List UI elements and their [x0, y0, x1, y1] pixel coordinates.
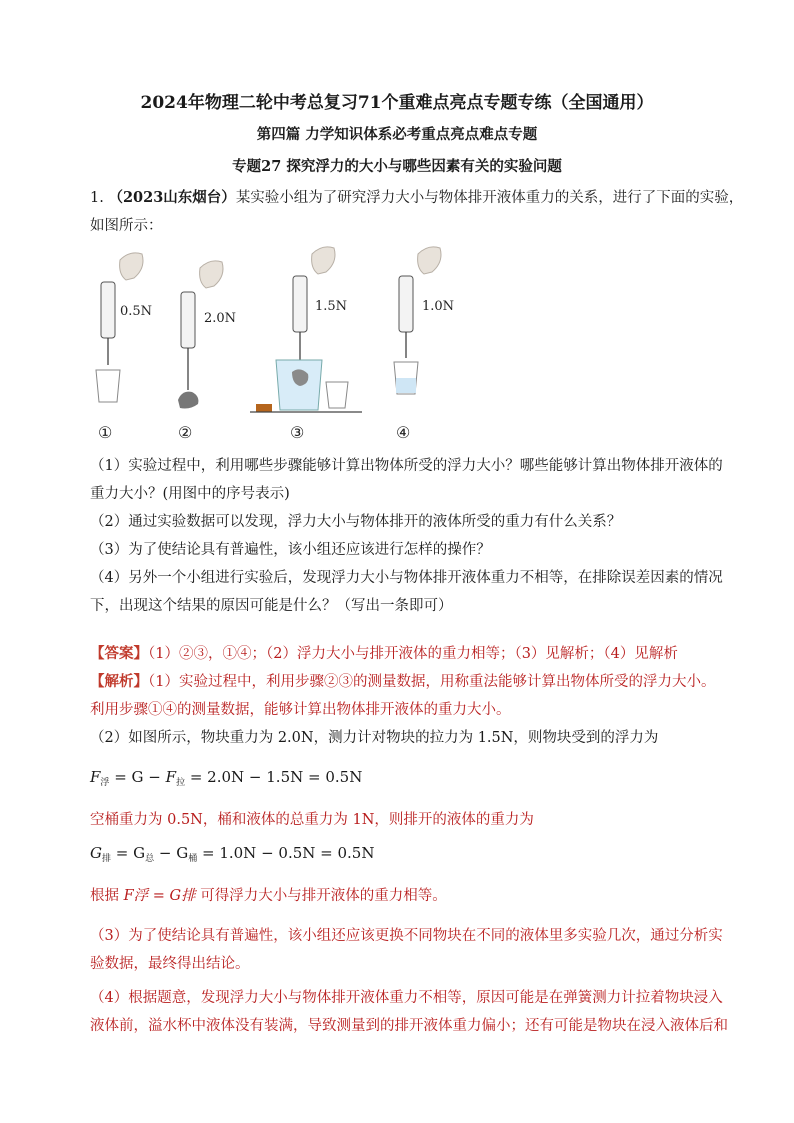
step-label-3: ③ [290, 423, 305, 442]
block-icon [256, 404, 272, 412]
reading-2: 2.0N [204, 311, 237, 326]
analysis-p4-line1: （4）根据题意，发现浮力大小与物体排开液体重力不相等，原因可能是在弹簧测力计拉着物块浸入 [90, 990, 723, 1006]
reading-1: 0.5N [120, 304, 153, 319]
step-label-1: ① [98, 423, 113, 442]
spring-scale [181, 292, 195, 348]
hand-icon [312, 247, 335, 274]
bucket-icon [96, 370, 120, 402]
analysis-p4-line2: 液体前，溢水杯中液体没有装满，导致测量到的排开液体重力偏小；还有可能是物块在浸入液体后和 [90, 1018, 728, 1034]
document-title: 2024年物理二轮中考总复习71个重难点亮点专题专练（全国通用） [140, 93, 654, 113]
question-stem [90, 184, 744, 240]
subquestion-3: （3）为了使结论具有普遍性，该小组还应该进行怎样的操作？ [90, 542, 491, 558]
formula-buoyancy: $F_浮 = G - F_拉 = 2.0N - 1.5N = 0.5N$ [90, 768, 363, 788]
analysis-p2-line2: 空桶重力为 0.5N，桶和液体的总重力为 1N，则排开的液体的重力为 [90, 812, 534, 828]
analysis-p3 [90, 922, 723, 978]
part-title: 第四篇 力学知识体系必考重点亮点难点专题 [256, 126, 538, 143]
bucket-icon [326, 382, 348, 408]
spring-scale [399, 276, 413, 332]
analysis-p1-line2: 利用步骤①④的测量数据，能够计算出物体排开液体的重力大小。 [90, 702, 511, 718]
hand-icon [200, 261, 223, 288]
spring-scale [101, 282, 115, 338]
formula-displaced-weight: $G_排 = G_总 - G_桶 = 1.0N - 0.5N = 0.5N$ [90, 844, 375, 864]
water-icon [396, 378, 416, 393]
step-label-2: ② [178, 423, 193, 442]
subquestion-4-line1: （4）另外一个小组进行实验后，发现浮力大小与物体排开液体重力不相等，在排除误差因素的情况 [90, 570, 723, 586]
answer-tag: 【答案】 [90, 645, 148, 662]
question-number: 1. [90, 190, 104, 206]
reading-4: 1.0N [422, 299, 455, 314]
analysis-p2-line1: （2）如图所示，物块重力为 2.0N，测力计对物块的拉力为 1.5N，则物块受到的浮力为 [90, 730, 659, 746]
stone-icon [178, 392, 198, 409]
answer-text: （1）②③，①④；（2）浮力大小与排开液体的重力相等；（3）见解析；（4）见解析 [148, 646, 678, 662]
analysis-p2-line3: 根据 F浮 = G排 可得浮力大小与排开液体的重力相等。 [90, 888, 447, 904]
hand-icon [120, 253, 143, 280]
question-source: （2023山东烟台） [108, 189, 236, 206]
subquestions [90, 452, 723, 620]
hand-icon [418, 247, 441, 274]
answer-block [90, 640, 716, 752]
subquestion-1-line1: （1）实验过程中，利用哪些步骤能够计算出物体所受的浮力大小？哪些能够计算出物体排开液体的 [90, 458, 723, 474]
question-stem-line1: 某实验小组为了研究浮力大小与物体排开液体重力的关系，进行了下面的实验， [235, 190, 744, 206]
experiment-figure [90, 240, 455, 450]
analysis-p4 [90, 984, 728, 1040]
question-stem-line2: 如图所示： [90, 218, 163, 234]
subquestion-2: （2）通过实验数据可以发现，浮力大小与物体排开的液体所受的重力有什么关系？ [90, 514, 622, 530]
analysis-tag: 【解析】 [90, 673, 148, 690]
analysis-p3-line2: 验数据，最终得出结论。 [90, 956, 250, 972]
subquestion-1-line2: 重力大小？(用图中的序号表示) [90, 486, 290, 502]
step-label-4: ④ [396, 423, 411, 442]
analysis-p3-line1: （3）为了使结论具有普遍性，该小组还应该更换不同物块在不同的液体里多实验几次，通过分析实 [90, 928, 723, 944]
analysis-p1-line1: （1）实验过程中，利用步骤②③的测量数据，用称重法能够计算出物体所受的浮力大小。 [148, 674, 716, 690]
reading-3: 1.5N [315, 299, 348, 314]
spring-scale [293, 276, 307, 332]
subquestion-4-line2: 下，出现这个结果的原因可能是什么？（写出一条即可） [90, 598, 453, 614]
topic-title: 专题27 探究浮力的大小与哪些因素有关的实验问题 [232, 158, 562, 175]
